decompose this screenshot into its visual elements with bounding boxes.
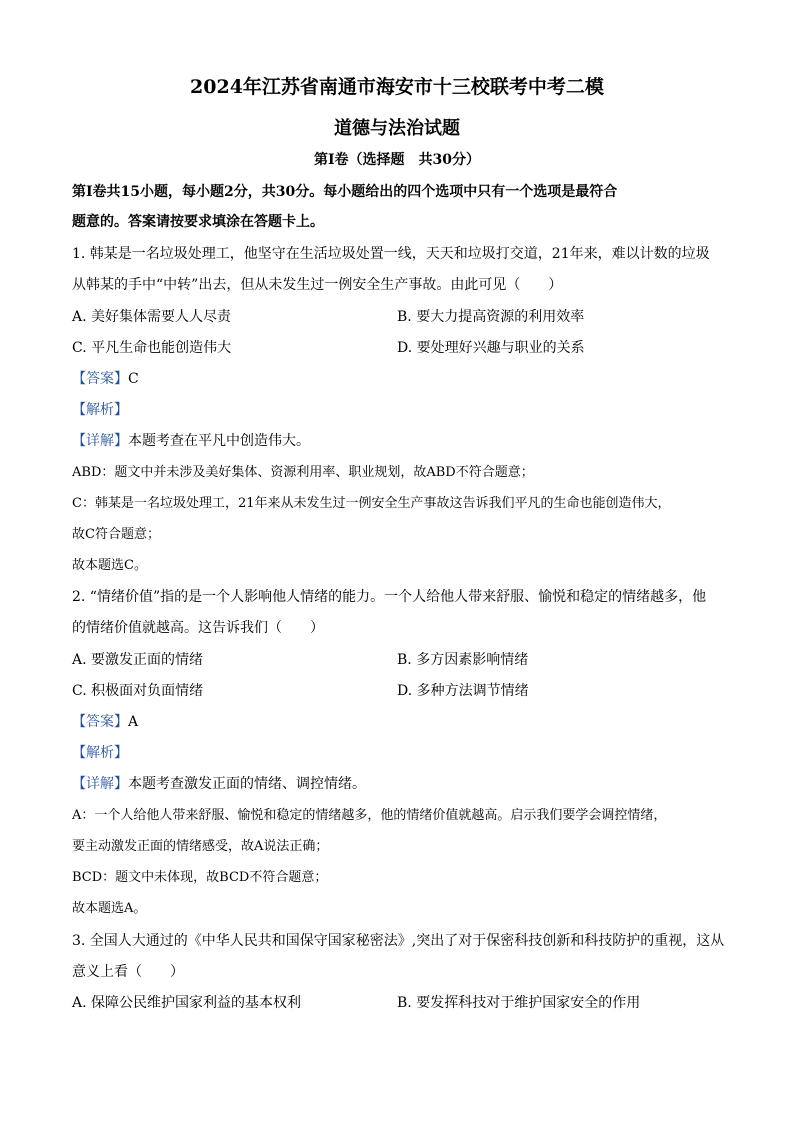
q2-answer — [72, 713, 138, 731]
detail-tag: 【详解】 — [72, 433, 128, 449]
q3-option-a: A. 保障公民维护国家利益的基本权利 — [72, 995, 302, 1011]
q1-option-a: A. 美好集体需要人人尽责 — [72, 309, 232, 325]
q1-option-c: C. 平凡生命也能创造伟大 — [72, 340, 232, 356]
instruction-line-1: 第Ⅰ卷共15小题，每小题2分，共30分。每小题给出的四个选项中只有一个选项是最符合 — [72, 184, 618, 200]
q2-option-c: C. 积极面对负面情绪 — [72, 683, 204, 699]
section-heading: 第Ⅰ卷（选择题 共30分） — [313, 152, 481, 168]
q2-option-d: D. 多种方法调节情绪 — [397, 683, 529, 699]
q1-option-b: B. 要大力提高资源的利用效率 — [397, 309, 585, 325]
q2-stem-line-2: 的情绪价值就越高。这告诉我们（ ） — [72, 620, 324, 636]
answer-value: A — [128, 714, 139, 730]
q2-explanation-line-2: 要主动激发正面的情绪感受，故A说法正确； — [72, 839, 329, 854]
q2-option-a: A. 要激发正面的情绪 — [72, 652, 204, 668]
q1-explanation-line-2: C：韩某是一名垃圾处理工，21年来从未发生过一例安全生产事故这告诉我们平凡的生命也能创造伟大， — [72, 496, 671, 511]
q1-answer — [72, 370, 139, 388]
q1-stem-line-2: 从韩某的手中“中转”出去，但从未发生过一例安全生产事故。由此可见（ ） — [72, 277, 563, 293]
q2-analysis-tag: 【解析】 — [72, 745, 128, 761]
q2-stem-line-1: 2. “情绪价值”指的是一个人影响他人情绪的能力。一个人给他人带来舒服、愉悦和稳定的情绪越多，他 — [72, 589, 707, 605]
answer-tag: 【答案】 — [72, 714, 128, 730]
q1-stem-line-1: 1. 韩某是一名垃圾处理工，他坚守在生活垃圾处置一线，天天和垃圾打交道，21年来，难以计数的垃圾 — [72, 246, 710, 262]
detail-text: 本题考查激发正面的情绪、调控情绪。 — [128, 776, 366, 792]
q1-detail — [72, 432, 310, 450]
q1-option-d: D. 要处理好兴趣与职业的关系 — [397, 340, 585, 356]
exam-title: 2024年江苏省南通市海安市十三校联考中考二模 — [190, 76, 604, 98]
q3-stem-line-1: 3. 全国人大通过的《中华人民共和国保守国家秘密法》,突出了对于保密科技创新和科技防护的重视，这从 — [72, 933, 725, 949]
instruction-line-2: 题意的。答案请按要求填涂在答题卡上。 — [72, 214, 324, 230]
answer-tag: 【答案】 — [72, 371, 128, 387]
exam-subject-title: 道德与法治试题 — [334, 118, 460, 139]
q2-explanation-line-1: A：一个人给他人带来舒服、愉悦和稳定的情绪越多，他的情绪价值就越高。启示我们要学会调控情绪， — [72, 808, 667, 823]
q2-explanation-line-3: BCD：题文中未体现，故BCD不符合题意； — [72, 870, 328, 885]
q1-explanation-line-1: ABD：题文中并未涉及美好集体、资源利用率、职业规划，故ABD不符合题意； — [72, 465, 534, 480]
q1-conclusion: 故本题选C。 — [72, 558, 147, 573]
answer-value: C — [128, 371, 139, 387]
q2-conclusion: 故本题选A。 — [72, 901, 147, 916]
q1-analysis-tag: 【解析】 — [72, 402, 128, 418]
q2-detail — [72, 775, 366, 793]
q3-stem-line-2: 意义上看（ ） — [72, 964, 184, 980]
q3-option-b: B. 要发挥科技对于维护国家安全的作用 — [397, 995, 641, 1011]
detail-text: 本题考查在平凡中创造伟大。 — [128, 433, 310, 449]
q2-option-b: B. 多方因素影响情绪 — [397, 652, 529, 668]
q1-explanation-line-3: 故C符合题意； — [72, 527, 160, 542]
detail-tag: 【详解】 — [72, 776, 128, 792]
